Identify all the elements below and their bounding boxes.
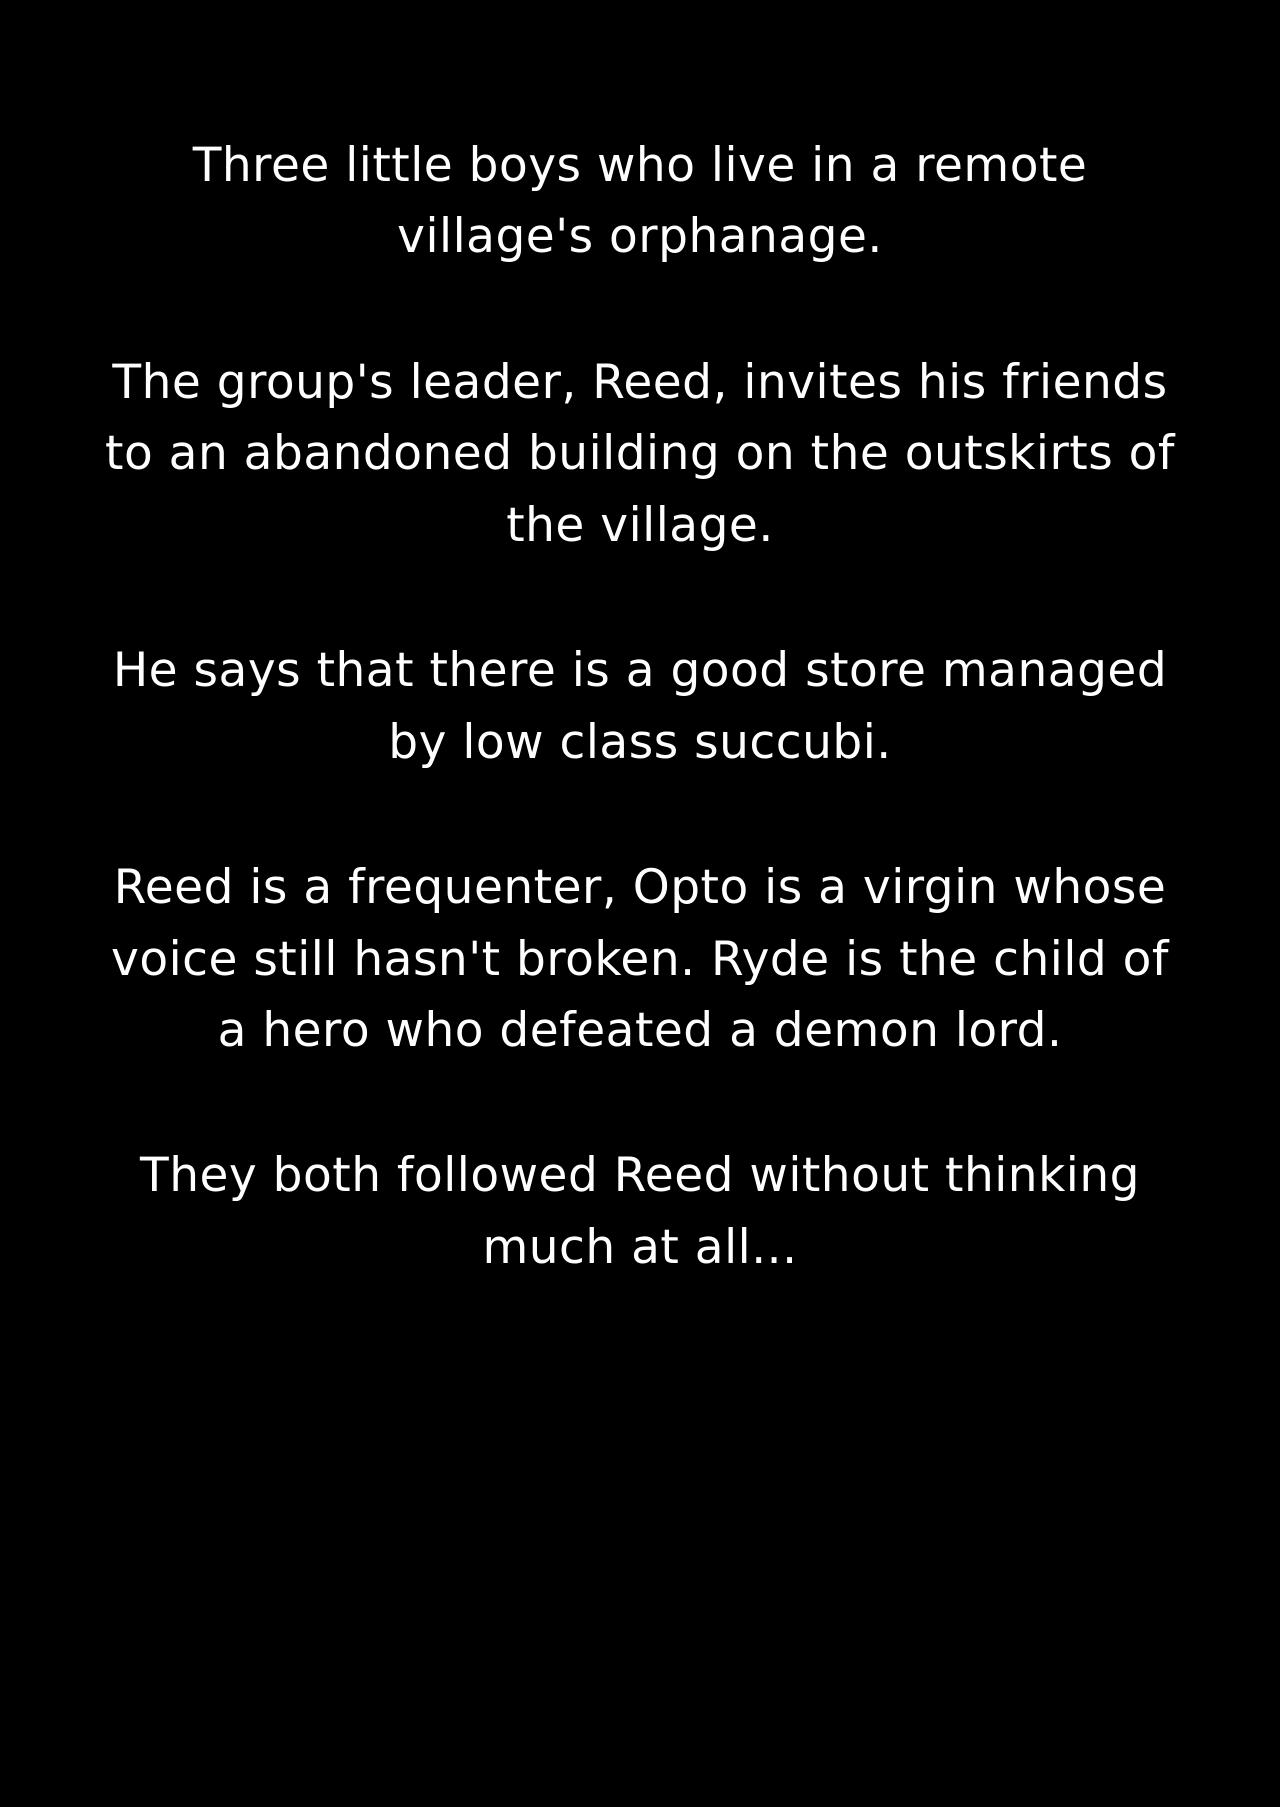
story-paragraph-3: He says that there is a good store managed by low class succubi. [112,643,1168,770]
story-paragraph-5: They both followed Reed without thinking much at all... [140,1148,1140,1275]
story-paragraph-4: Reed is a frequenter, Opto is a virgin whose voice still hasn't broken. Ryde is the child of a hero who defeated a demon lord. [111,860,1169,1058]
story-text-block [90,130,1190,1283]
story-paragraph-2: The group's leader, Reed, invites his friends to an abandoned building on the outskirts of the village. [105,354,1175,553]
story-paragraph-1: Three little boys who live in a remote village's orphanage. [192,138,1088,265]
